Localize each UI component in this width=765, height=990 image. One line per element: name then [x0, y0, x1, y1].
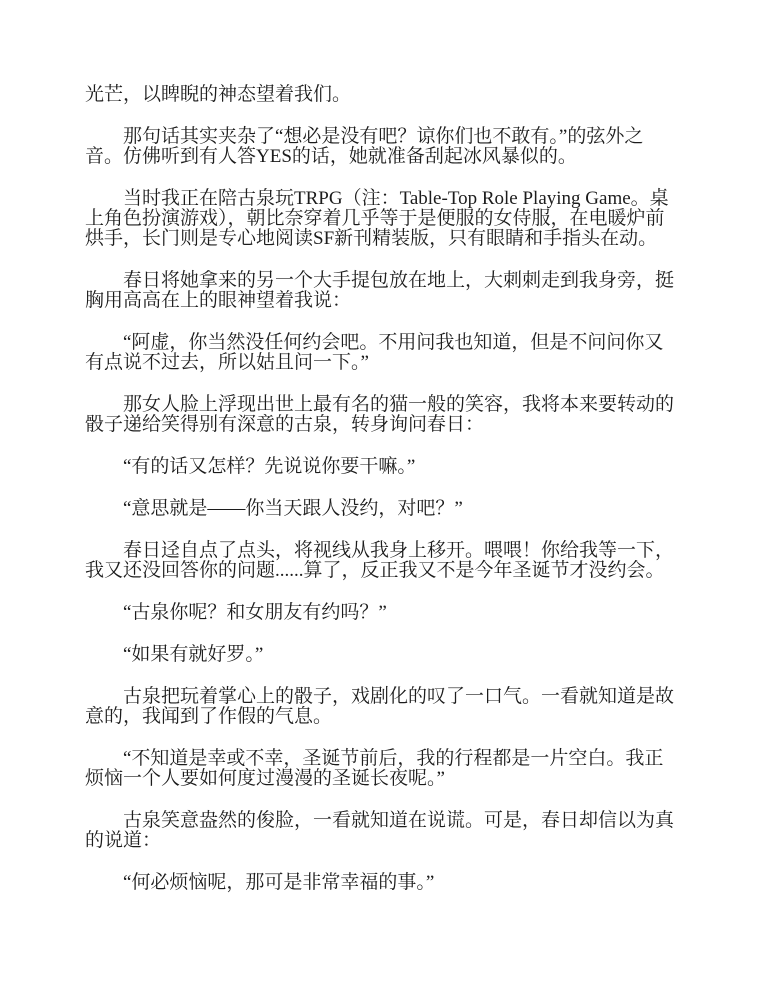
paragraph	[85, 811, 757, 851]
paragraph	[85, 603, 757, 623]
text-line: “如果有就好罗。”	[123, 644, 264, 665]
text-line: 那句话其实夹杂了“想必是没有吧？谅你们也不敢有。”的弦外之	[123, 126, 644, 147]
text-line: 音。仿佛听到有人答YES的话，她就准备刮起冰风暴似的。	[85, 146, 577, 167]
text-line: 上角色扮演游戏），朝比奈穿着几乎等于是便服的女侍服，在电暖炉前	[85, 208, 665, 229]
paragraph	[85, 127, 757, 167]
text-line: 胸用高高在上的眼神望着我说：	[85, 290, 352, 311]
paragraph	[85, 85, 757, 105]
paragraph	[85, 687, 757, 727]
text-line: 光芒，以睥睨的神态望着我们。	[85, 84, 352, 105]
paragraph	[85, 873, 757, 893]
paragraph	[85, 749, 757, 789]
text-line: 古泉笑意盎然的俊脸，一看就知道在说谎。可是，春日却信以为真	[123, 810, 675, 831]
text-line: 有点说不过去，所以姑且问一下。”	[85, 352, 369, 373]
text-line: “意思就是——你当天跟人没约，对吧？”	[123, 498, 463, 519]
paragraph	[85, 189, 757, 249]
text-line: 当时我正在陪古泉玩TRPG（注：Table-Top Role Playing Game。桌	[123, 188, 669, 209]
paragraph	[85, 645, 757, 665]
text-line: 我又还没回答你的问题......算了，反正我又不是今年圣诞节才没约会。	[85, 560, 665, 581]
text-line: “不知道是幸或不幸，圣诞节前后，我的行程都是一片空白。我正	[123, 748, 664, 769]
text-line: “有的话又怎样？先说说你要干嘛。”	[123, 456, 416, 477]
text-line: “阿虚，你当然没任何约会吧。不用问我也知道，但是不问问你又	[123, 332, 664, 353]
text-line: 春日将她拿来的另一个大手提包放在地上，大刺刺走到我身旁，挺	[123, 270, 675, 291]
page-text	[85, 85, 757, 893]
paragraph	[85, 271, 757, 311]
paragraph	[85, 395, 757, 435]
text-line: 骰子递给笑得别有深意的古泉，转身询问春日：	[85, 414, 485, 435]
text-line: “古泉你呢？和女朋友有约吗？”	[123, 602, 387, 623]
text-line: 那女人脸上浮现出世上最有名的猫一般的笑容，我将本来要转动的	[123, 394, 675, 415]
paragraph	[85, 541, 757, 581]
text-line: 意的，我闻到了作假的气息。	[85, 706, 333, 727]
text-line: 烘手，长门则是专心地阅读SF新刊精装版，只有眼睛和手指头在动。	[85, 228, 658, 249]
text-line: 古泉把玩着掌心上的骰子，戏剧化的叹了一口气。一看就知道是故	[123, 686, 675, 707]
paragraph	[85, 333, 757, 373]
paragraph	[85, 457, 757, 477]
text-line: 烦恼一个人要如何度过漫漫的圣诞长夜呢。”	[85, 768, 445, 789]
text-line: 的说道：	[85, 830, 162, 851]
paragraph	[85, 499, 757, 519]
text-line: 春日迳自点了点头，将视线从我身上移开。喂喂！你给我等一下，	[123, 540, 675, 561]
text-line: “何必烦恼呢，那可是非常幸福的事。”	[123, 872, 435, 893]
